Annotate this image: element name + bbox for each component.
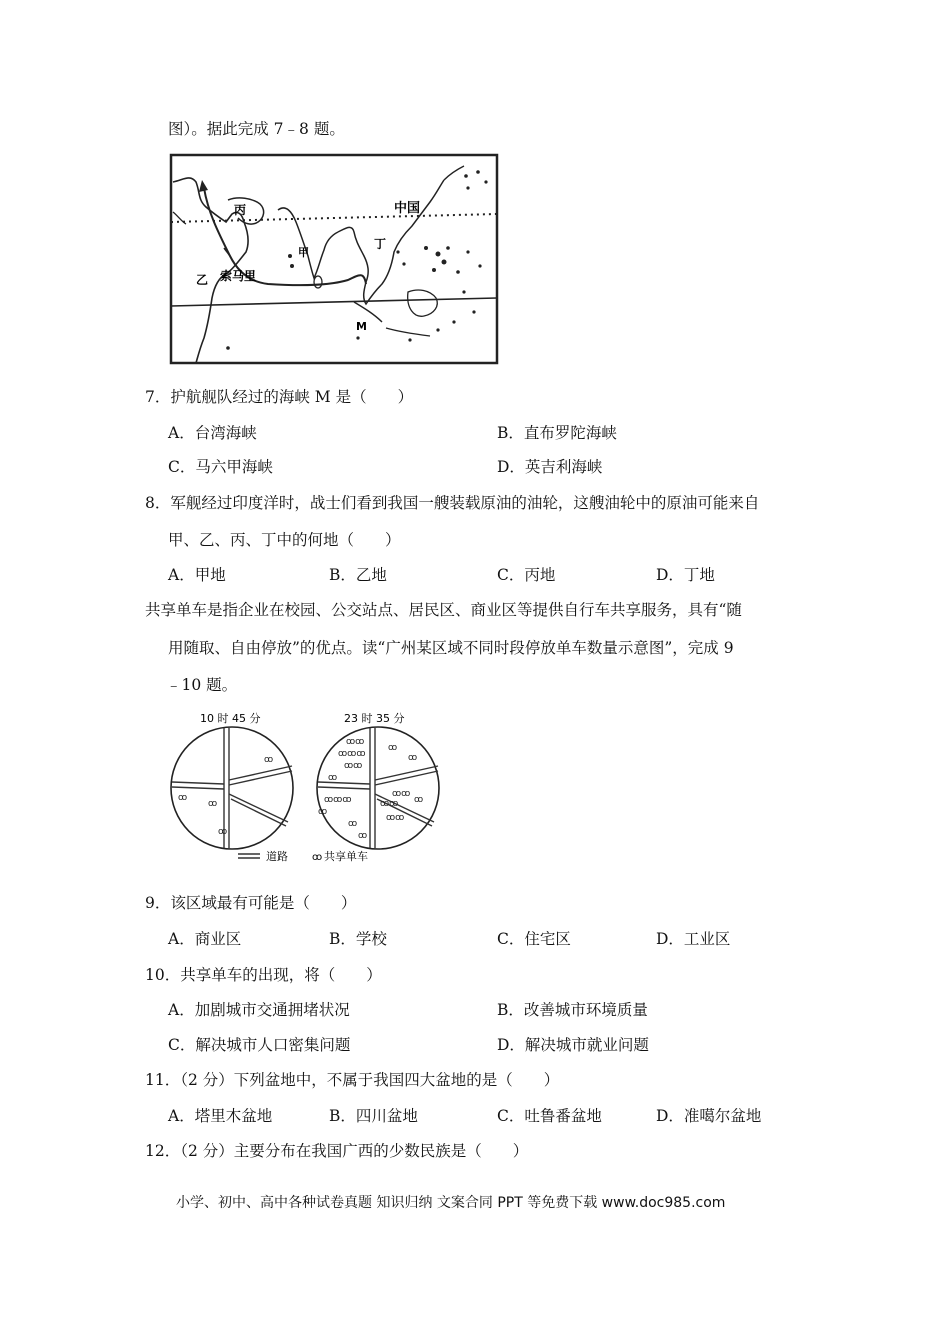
svg-text:ꝏꝏ: ꝏꝏ xyxy=(346,737,365,747)
intro-text: 图）。据此完成 7﹣8 题。 xyxy=(168,120,345,138)
time-label-1: 10 时 45 分 xyxy=(200,712,261,725)
label-m: M xyxy=(356,320,367,333)
label-somalia: 索马里 xyxy=(220,269,257,283)
svg-text:ꝏ: ꝏ xyxy=(414,795,424,805)
page-footer: 小学、初中、高中各种试卷真题 知识归纳 文案合同 PPT 等免费下载 www.doc985.com xyxy=(176,1195,726,1211)
svg-text:ꝏ: ꝏ xyxy=(348,819,358,829)
q7-option-b[interactable]: B．直布罗陀海峡 xyxy=(497,424,617,442)
time-label-2: 23 时 35 分 xyxy=(344,712,405,725)
q8-option-a[interactable]: A．甲地 xyxy=(168,566,226,584)
q7-stem: 7．护航舰队经过的海峡 M 是（ ） xyxy=(145,388,414,406)
label-yi: 乙 xyxy=(196,273,209,287)
q8-stem-line1: 8．军舰经过印度洋时，战士们看到我国一艘装载原油的油轮，这艘油轮中的原油可能来自 xyxy=(145,494,760,512)
q9-option-c[interactable]: C．住宅区 xyxy=(497,930,571,948)
q9-stem: 9．该区域最有可能是（ ） xyxy=(145,894,357,912)
svg-text:ꝏꝏꝏ: ꝏꝏꝏ xyxy=(338,749,366,759)
shipping-route-map xyxy=(168,152,500,366)
svg-text:ꝏꝏ: ꝏꝏ xyxy=(386,813,405,823)
bike-icon: ꝏ xyxy=(312,852,323,863)
legend-road: 道路 xyxy=(266,850,288,863)
q7-option-a[interactable]: A．台湾海峡 xyxy=(168,424,257,442)
q11-option-b[interactable]: B．四川盆地 xyxy=(329,1107,418,1125)
svg-text:ꝏ: ꝏ xyxy=(208,799,218,809)
q11-option-c[interactable]: C．吐鲁番盆地 xyxy=(497,1107,602,1125)
svg-text:ꝏ: ꝏ xyxy=(408,753,418,763)
passage-line3: ﹣10 题。 xyxy=(166,676,238,694)
passage-line2: 用随取、自由停放”的优点。读“广州某区域不同时段停放单车数量示意图”，完成 9 xyxy=(168,639,734,657)
passage-line1: 共享单车是指企业在校园、公交站点、居民区、商业区等提供自行车共享服务，具有“随 xyxy=(145,601,742,619)
q7-option-c[interactable]: C．马六甲海峡 xyxy=(168,458,273,476)
svg-text:ꝏꝏ: ꝏꝏ xyxy=(380,799,399,809)
svg-text:ꝏ: ꝏ xyxy=(178,793,188,803)
svg-text:ꝏꝏ: ꝏꝏ xyxy=(344,761,363,771)
q11-option-d[interactable]: D．准噶尔盆地 xyxy=(656,1107,762,1125)
q10-option-d[interactable]: D．解决城市就业问题 xyxy=(497,1036,649,1054)
label-jia: 甲 xyxy=(298,246,309,259)
legend-bike: 共享单车 xyxy=(324,850,368,863)
svg-text:ꝏꝏꝏ: ꝏꝏꝏ xyxy=(324,795,352,805)
q8-option-d[interactable]: D．丁地 xyxy=(656,566,715,584)
label-china: 中国 xyxy=(394,201,421,216)
q12-stem: 12．（2 分）主要分布在我国广西的少数民族是（ ） xyxy=(145,1142,529,1160)
q8-option-b[interactable]: B．乙地 xyxy=(329,566,387,584)
q8-stem-line2: 甲、乙、丙、丁中的何地（ ） xyxy=(168,531,401,549)
q9-option-d[interactable]: D．工业区 xyxy=(656,930,731,948)
svg-text:ꝏ: ꝏ xyxy=(264,755,274,765)
q9-option-a[interactable]: A．商业区 xyxy=(168,930,242,948)
svg-text:ꝏ: ꝏ xyxy=(358,831,368,841)
q7-option-d[interactable]: D．英吉利海峡 xyxy=(497,458,603,476)
q10-option-c[interactable]: C．解决城市人口密集问题 xyxy=(168,1036,351,1054)
q9-option-b[interactable]: B．学校 xyxy=(329,930,387,948)
label-ding: 丁 xyxy=(374,237,387,251)
q8-option-c[interactable]: C．丙地 xyxy=(497,566,556,584)
svg-text:ꝏ: ꝏ xyxy=(328,773,338,783)
q10-option-b[interactable]: B．改善城市环境质量 xyxy=(497,1001,648,1019)
svg-text:ꝏ: ꝏ xyxy=(218,827,228,837)
q10-option-a[interactable]: A．加剧城市交通拥堵状况 xyxy=(168,1001,350,1019)
bike-parking-figure xyxy=(168,710,458,870)
svg-text:ꝏ: ꝏ xyxy=(318,807,328,817)
q10-stem: 10．共享单车的出现，将（ ） xyxy=(145,966,382,984)
svg-text:ꝏ: ꝏ xyxy=(388,743,398,753)
label-bing: 丙 xyxy=(234,203,247,217)
q11-stem: 11．（2 分）下列盆地中，不属于我国四大盆地的是（ ） xyxy=(145,1071,560,1089)
svg-text:ꝏꝏ: ꝏꝏ xyxy=(392,789,411,799)
q11-option-a[interactable]: A．塔里木盆地 xyxy=(168,1107,273,1125)
